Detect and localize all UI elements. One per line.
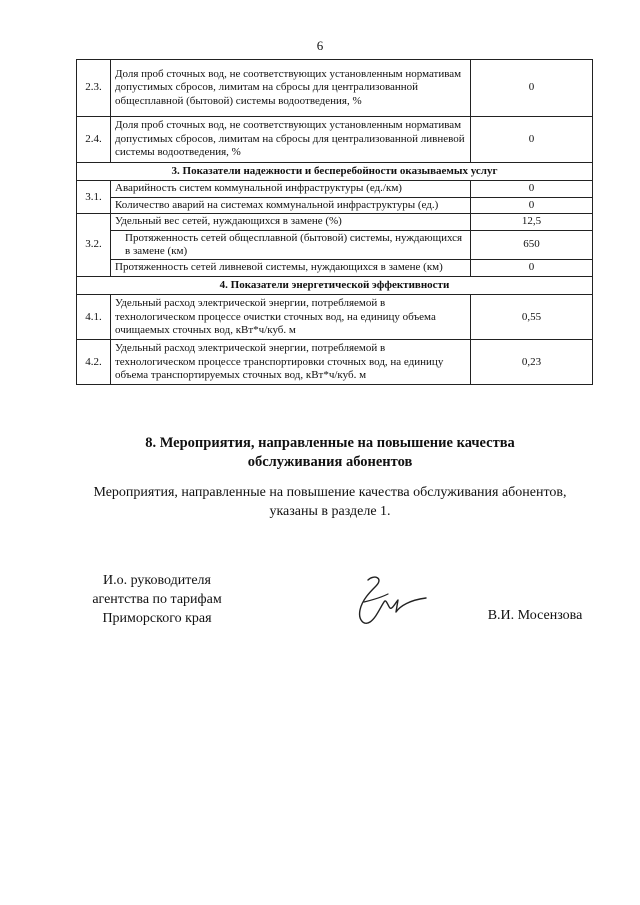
section-3-title: 3. Показатели надежности и бесперебойности оказываемых услуг [77,163,593,181]
row-number: 3.2. [77,214,111,277]
section-header-row [77,276,593,294]
table-row [77,60,593,117]
signatory-name: В.И. Мосензова [487,608,583,623]
table-row [77,230,593,260]
section-8-heading-line: обслуживания абонентов [247,453,413,470]
handwritten-signature-icon [340,572,430,632]
row-value: 0,55 [471,295,593,340]
row-value: 0 [471,181,593,197]
table-row [77,214,593,230]
row-number: 2.4. [77,117,111,163]
section-8-body [60,484,600,522]
table-row [77,295,593,340]
page-number: 6 [316,38,324,53]
row-value: 0 [471,197,593,213]
indicators-table [76,59,593,385]
row-text: Количество аварий на системах коммунальной инфраструктуры (ед.) [111,197,471,213]
table-row [77,197,593,213]
row-text: Удельный вес сетей, нуждающихся в замене (%) [111,214,471,230]
table-row [77,117,593,163]
row-number: 2.3. [77,60,111,117]
table-row [77,340,593,385]
row-value: 0 [471,260,593,276]
section-8-body-line: Мероприятия, направленные на повышение качества обслуживания абонентов, [93,485,567,500]
row-number: 4.1. [77,295,111,340]
row-number: 3.1. [77,181,111,214]
signatory-title-line: Приморского края [102,610,212,626]
row-text: Удельный расход электрической энергии, потребляемой в технологическом процессе транспортировки сточных вод, на единицу объема транспортируемых сточных вод, кВт*ч/куб. м [111,340,471,385]
row-text: Протяженность сетей ливневой системы, нуждающихся в замене (км) [111,260,471,276]
section-8-heading-line: 8. Мероприятия, направленные на повышение качества [145,435,515,451]
row-value: 650 [471,230,593,260]
row-text: Доля проб сточных вод, не соответствующих установленным нормативам допустимых сбросов, лимитам на сбросы для централизованной общесплавной (бытовой) системы водоотведения, % [111,60,471,117]
row-text: Протяженность сетей общесплавной (бытовой) системы, нуждающихся в замене (км) [111,230,471,260]
table-row [77,260,593,276]
section-4-title: 4. Показатели энергетической эффективности [77,276,593,294]
section-header-row [77,163,593,181]
table-row [77,181,593,197]
section-8-body-line: указаны в разделе 1. [269,503,391,519]
row-text: Доля проб сточных вод, не соответствующих установленным нормативам допустимых сбросов, лимитам на сбросы для централизованной ливневой системы водоотведения, % [111,117,471,163]
row-number: 4.2. [77,340,111,385]
signatory-title [82,572,232,629]
row-value: 0,23 [471,340,593,385]
row-text: Удельный расход электрической энергии, потребляемой в технологическом процессе очистки сточных вод, на единицу объема очищаемых сточных вод, кВт*ч/куб. м [111,295,471,340]
row-text: Аварийность систем коммунальной инфраструктуры (ед./км) [111,181,471,197]
section-8-heading [60,434,600,471]
row-value: 12,5 [471,214,593,230]
signatory-title-line: агентства по тарифам [92,591,222,607]
signatory-title-line: И.о. руководителя [102,573,211,588]
row-value: 0 [471,60,593,117]
row-value: 0 [471,117,593,163]
